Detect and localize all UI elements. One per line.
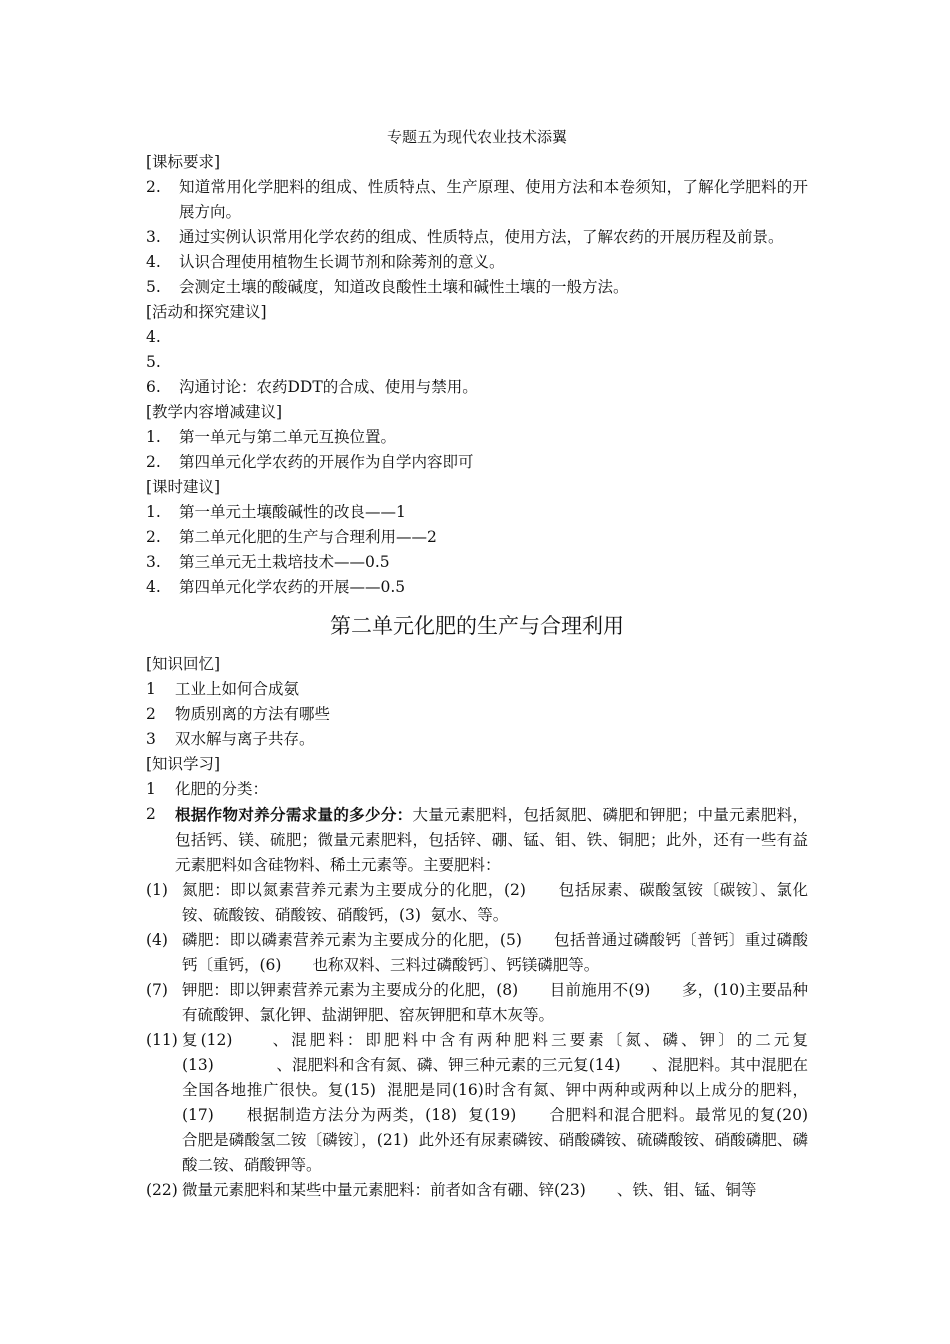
list-item: [146, 375, 808, 400]
list-text: 沟通讨论：农药DDT的合成、使用与禁用。: [179, 378, 478, 396]
list-item: [146, 350, 808, 375]
list-number: 2.: [146, 178, 161, 196]
paragraph-number: (22): [146, 1181, 178, 1199]
paragraph-number: (4): [146, 931, 168, 949]
list-text: 会测定土壤的酸碱度，知道改良酸性土壤和碱性土壤的一般方法。: [179, 278, 629, 296]
fertilizer-paragraph: [146, 1178, 808, 1203]
list-item: [146, 500, 808, 525]
list-number: 5.: [146, 353, 161, 371]
list-text: 第三单元无土栽培技术——0.5: [179, 553, 390, 571]
list-item: [146, 425, 808, 450]
list-item: [146, 777, 808, 802]
list-number: 1: [146, 780, 156, 798]
list-item: [146, 802, 808, 878]
list-text: [175, 802, 808, 878]
list-text: 认识合理使用植物生长调节剂和除莠剂的意义。: [179, 253, 505, 271]
list-text: 物质别离的方法有哪些: [175, 705, 331, 723]
list-number: 2: [146, 705, 156, 723]
doc-title: 专题五为现代农业技术添翼: [386, 128, 567, 146]
paragraph-text: 磷肥：即以磷素营养元素为主要成分的化肥，(5) 包括普通过磷酸钙〔普钙〕重过磷酸钙〔重钙，(6) 也称双料、三料过磷酸钙〕、钙镁磷肥等。: [182, 931, 808, 974]
paragraph-number: (1): [146, 881, 168, 899]
fertilizer-paragraph: [146, 878, 808, 928]
list-item: [146, 575, 808, 600]
bold-lead: 根据作物对养分需求量的多少分：: [175, 805, 413, 824]
list-number: 1: [146, 680, 156, 698]
fertilizer-paragraph: [146, 978, 808, 1028]
list-text: [179, 325, 808, 350]
list-item: [146, 275, 808, 300]
section-label-activities: [活动和探究建议]: [146, 303, 267, 321]
list-text: 双水解与离子共存。: [175, 730, 315, 748]
list-number: 4.: [146, 328, 161, 346]
paragraph-text: 钾肥：即以钾素营养元素为主要成分的化肥，(8) 目前施用不(9) 多，(10)主要品种有硫酸钾、氯化钾、盐湖钾肥、窑灰钾肥和草木灰等。: [182, 981, 808, 1024]
fertilizer-paragraph: [146, 928, 808, 978]
paragraph-text: 复(12) 、混肥料：即肥料中含有两种肥料三要素〔氮、磷、钾〕的二元复(13) 、混肥料和含有氮、磷、钾三种元素的三元复(14) 、混肥料。其中混肥在全国各地推广很快。复(15) 混肥是同(16)时含有氮、钾中两种或两种以上成分的肥料，(17) 根据制造方法分为两类，(18) 复(19) 合肥料和混合肥料。最常见的复(20) 合肥是磷酸氢二铵〔磷铵〕，(21) 此外还有尿素磷铵、硝酸磷铵、硫磷酸铵、硝酸磷肥、磷酸二铵、硝酸钾等。: [182, 1031, 824, 1174]
section-label-review: [知识回忆]: [146, 655, 221, 673]
paragraph-text: 微量元素肥料和某些中量元素肥料：前者如含有硼、锌(23) 、铁、钼、锰、铜等: [182, 1181, 757, 1199]
list-text: 第一单元土壤酸碱性的改良——1: [179, 503, 406, 521]
list-item: [146, 450, 808, 475]
section-label-hours: [课时建议]: [146, 478, 221, 496]
list-item: [146, 175, 808, 225]
section-label-standard: [课标要求]: [146, 153, 221, 171]
list-text: 化肥的分类：: [175, 780, 269, 798]
paragraph-text: 氮肥：即以氮素营养元素为主要成分的化肥，(2) 包括尿素、碳酸氢铵〔碳铵〕、氯化铵、硫酸铵、硝酸铵、硝酸钙，(3) 氨水、等。: [182, 881, 808, 924]
section-label-study: [知识学习]: [146, 755, 221, 773]
fertilizer-paragraph: [146, 1028, 824, 1178]
list-number: 2: [146, 805, 156, 823]
list-number: 3.: [146, 228, 161, 246]
list-text: [179, 350, 808, 375]
list-number: 1.: [146, 503, 161, 521]
list-number: 2.: [146, 528, 161, 546]
list-text: 工业上如何合成氨: [175, 680, 300, 698]
list-number: 6.: [146, 378, 161, 396]
list-item: [146, 550, 808, 575]
list-number: 4.: [146, 578, 161, 596]
list-text: 第四单元化学农药的开展作为自学内容即可: [179, 453, 474, 471]
list-text: 第四单元化学农药的开展——0.5: [179, 578, 406, 596]
list-number: 3.: [146, 553, 161, 571]
paragraph-number: (11): [146, 1031, 178, 1049]
list-text: 第一单元与第二单元互换位置。: [179, 428, 397, 446]
list-number: 2.: [146, 453, 161, 471]
list-item: [146, 727, 808, 752]
list-text: 第二单元化肥的生产与合理利用——2: [179, 528, 437, 546]
list-item: [146, 525, 808, 550]
unit-heading: 第二单元化肥的生产与合理利用: [330, 614, 624, 638]
list-text: 知道常用化学肥料的组成、性质特点、生产原理、使用方法和本卷须知，了解化学肥料的开展方向。: [179, 178, 808, 221]
list-item: [146, 225, 808, 250]
list-number: 1.: [146, 428, 161, 446]
document-page: [146, 124, 824, 1203]
list-item: [146, 325, 808, 350]
list-number: 5.: [146, 278, 161, 296]
list-item: [146, 702, 808, 727]
list-number: 3: [146, 730, 156, 748]
list-text: 通过实例认识常用化学农药的组成、性质特点，使用方法，了解农药的开展历程及前景。: [179, 228, 784, 246]
list-item: [146, 250, 808, 275]
list-body: 大量元素肥料，包括氮肥、磷肥和钾肥；中量元素肥料，包括钙、镁、硫肥；微量元素肥料，包括锌、硼、锰、钼、铁、铜肥；此外，还有一些有益元素肥料如含硅物料、稀土元素等。主要肥料：: [175, 806, 808, 874]
list-number: 4.: [146, 253, 161, 271]
list-item: [146, 677, 808, 702]
paragraph-number: (7): [146, 981, 168, 999]
section-label-content-adjust: [教学内容增减建议]: [146, 403, 283, 421]
